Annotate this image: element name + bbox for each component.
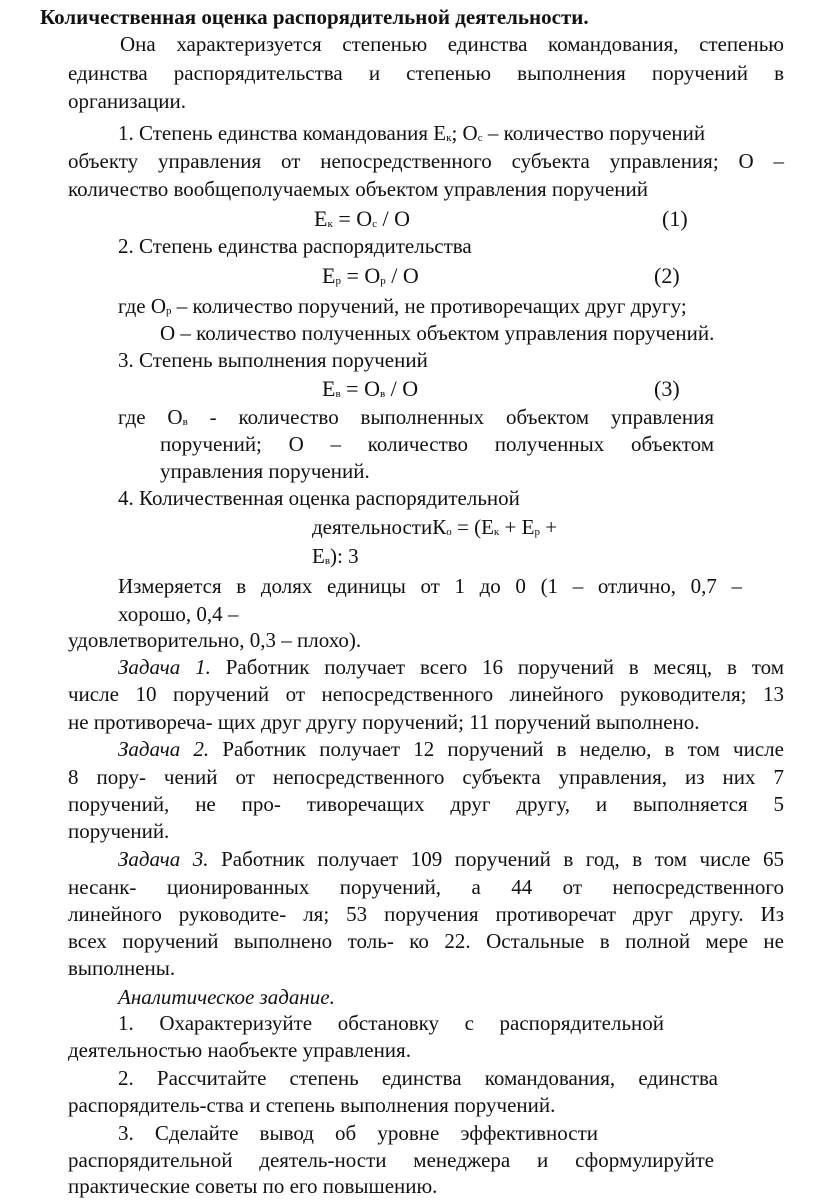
task3-line-5: выполнены. bbox=[68, 956, 176, 980]
s4-measure-1: Измеряется в долях единицы от 1 до 0 (1 – отлично, 0,7 – bbox=[118, 574, 742, 598]
analytic-q2-line-1: 2. Рассчитайте степень единства командования, единства bbox=[118, 1066, 718, 1090]
s1-line-1: 1. Степень единства командования Ек; Ос – количество поручений bbox=[118, 121, 706, 145]
s4-formula-line-1: деятельностиКо = (Ек + Ер + bbox=[312, 515, 558, 539]
task2-line-1: Задача 2. Работник получает 12 поручений в неделю, в том числе bbox=[118, 737, 784, 761]
intro-line-1: Она характеризуется степенью единства командования, степенью bbox=[120, 32, 784, 56]
s4-measure-3: удовлетворительно, 0,3 – плохо). bbox=[68, 628, 362, 652]
analytic-q1-line-1: 1. Охарактеризуйте обстановку с распорядительной bbox=[118, 1011, 664, 1035]
task1-line-2: числе 10 поручений от непосредственного линейного руководителя; 13 bbox=[68, 682, 784, 706]
formula-3-number: (3) bbox=[654, 376, 680, 401]
s3-where-3: управления поручений. bbox=[160, 459, 370, 483]
task3-line-4: всех поручений выполнено толь- ко 22. Остальные в полной мере не bbox=[68, 929, 784, 953]
s2-heading: 2. Степень единства распорядительства bbox=[118, 234, 472, 258]
task1-line-1: Задача 1. Работник получает всего 16 поручений в месяц, в том bbox=[118, 655, 785, 679]
s4-measure-2: хорошо, 0,4 – bbox=[118, 602, 239, 626]
formula-1: Ек = Ос / О bbox=[314, 206, 410, 231]
task3-line-3: линейного руководите- ля; 53 поручения противоречат друг другу. Из bbox=[68, 902, 784, 926]
analytic-q3-line-2: распорядительной деятель-ности менеджера и сформулируйте bbox=[68, 1148, 714, 1172]
task1-line-3: не противореча- щих друг другу поручений; 11 поручений выполнено. bbox=[68, 710, 700, 734]
analytic-q1-line-2: деятельностью наобъекте управления. bbox=[68, 1038, 411, 1062]
formula-1-number: (1) bbox=[662, 206, 688, 231]
s1-line-2: объекту управления от непосредственного субъекта управления; О – bbox=[68, 149, 784, 173]
task2-line-4: поручений. bbox=[68, 819, 170, 843]
s4-formula-line-2: Ев): 3 bbox=[312, 544, 359, 568]
s4-heading: 4. Количественная оценка распорядительной bbox=[118, 486, 520, 510]
analytic-q3-line-1: 3. Сделайте вывод об уровне эффективности bbox=[118, 1121, 598, 1145]
task3-line-1: Задача 3. Работник получает 109 поручений в год, в том числе 65 bbox=[118, 847, 784, 871]
formula-2: Ер = Ор / О bbox=[322, 263, 419, 288]
s2-where-2: О – количество полученных объектом управления поручений. bbox=[160, 321, 715, 345]
analytic-q3-line-3: практические советы по его повышению. bbox=[68, 1174, 438, 1198]
s3-heading: 3. Степень выполнения поручений bbox=[118, 348, 428, 372]
task2-line-3: поручений, не про- тиворечащих друг другу, и выполняется 5 bbox=[68, 792, 784, 816]
intro-line-2: единства распорядительства и степенью выполнения поручений в bbox=[68, 61, 784, 85]
task3-line-2: несанк- ционированных поручений, а 44 от непосредственного bbox=[68, 875, 784, 899]
task2-line-2: 8 пору- чений от непосредственного субъекта управления, из них 7 bbox=[68, 765, 784, 789]
s2-where-1: где Ор – количество поручений, не противоречащих друг другу; bbox=[118, 294, 687, 318]
s3-where-1: где Ов - количество выполненных объектом управления bbox=[118, 405, 714, 429]
s3-where-2: поручений; О – количество полученных объектом bbox=[160, 432, 714, 456]
formula-2-number: (2) bbox=[654, 263, 680, 288]
formula-3: Ев = Ов / О bbox=[322, 376, 419, 401]
intro-line-3: организации. bbox=[68, 89, 186, 113]
analytic-q2-line-2: распорядитель-ства и степень выполнения поручений. bbox=[68, 1093, 556, 1117]
s1-line-3: количество вообщеполучаемых объектом управления поручений bbox=[68, 177, 648, 201]
page-title: Количественная оценка распорядительной деятельности. bbox=[40, 5, 589, 29]
analytic-heading: Аналитическое задание. bbox=[118, 985, 335, 1009]
